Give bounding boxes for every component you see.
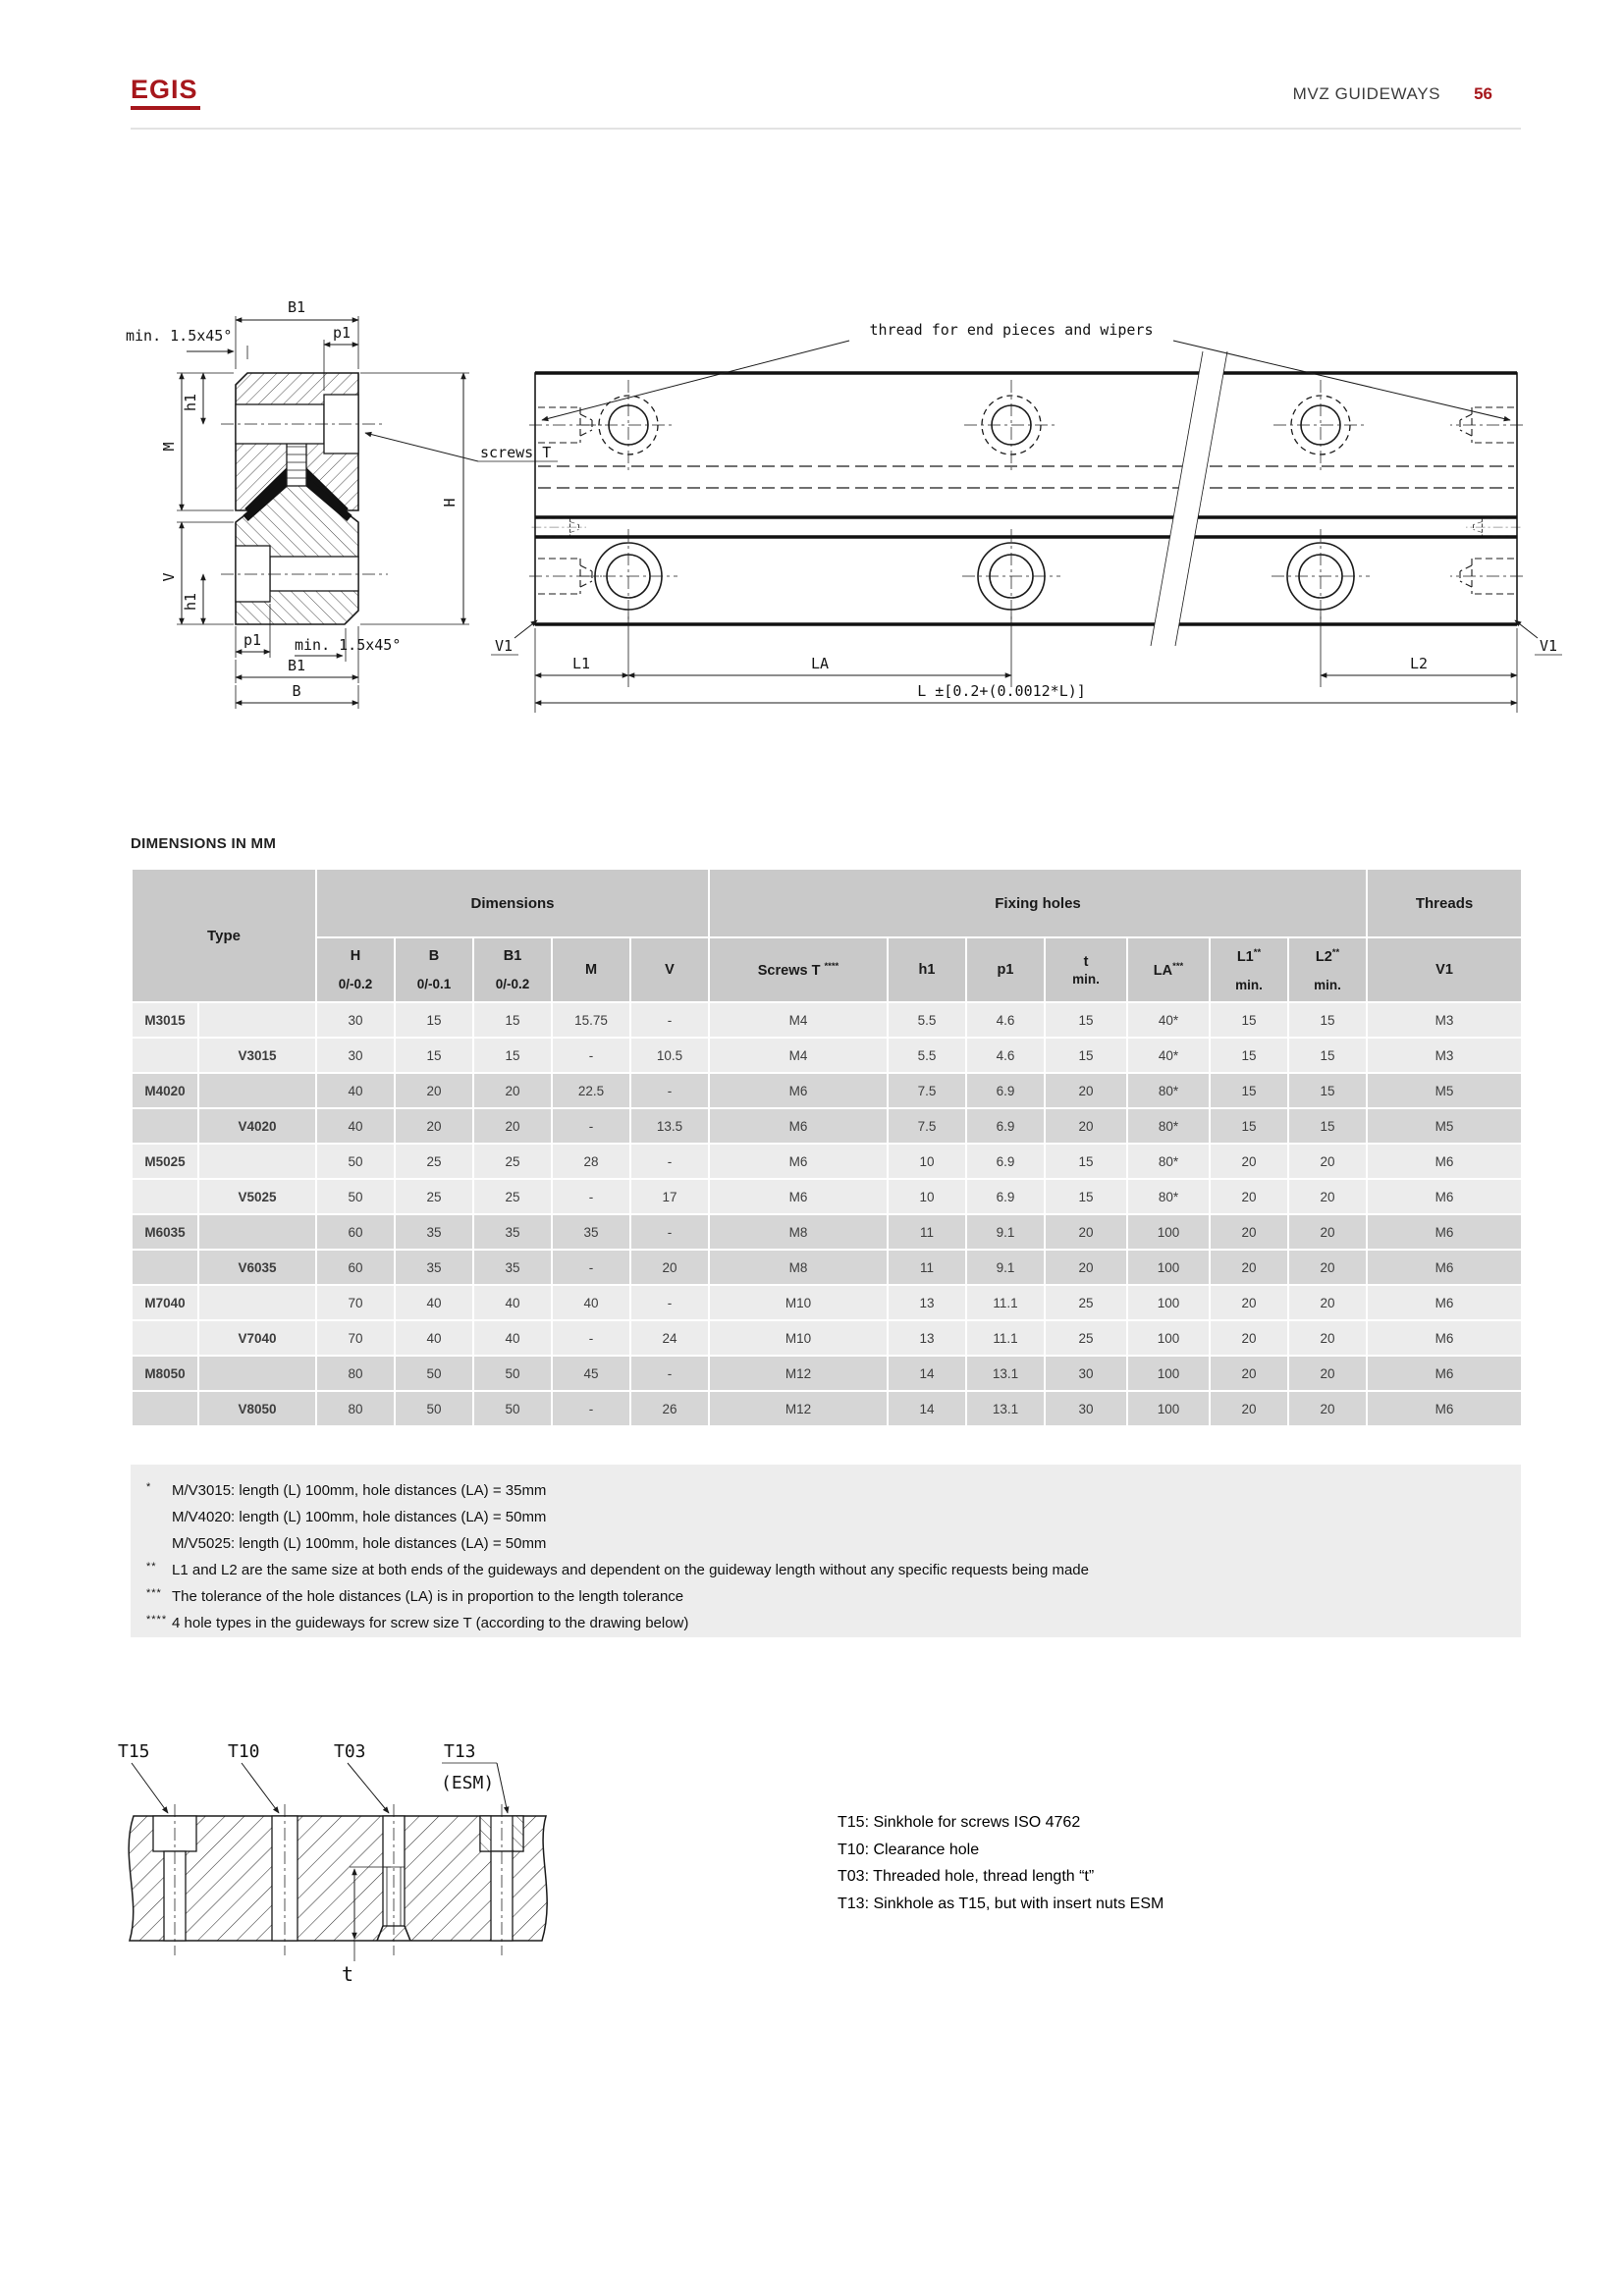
footnote-line xyxy=(146,1583,1511,1610)
cell-la: 100 xyxy=(1128,1251,1209,1284)
cell-m: - xyxy=(553,1039,629,1072)
cell-la: 80* xyxy=(1128,1145,1209,1178)
footnote-marker xyxy=(146,1527,172,1554)
cell-h1: 5.5 xyxy=(889,1003,965,1037)
cell-m: 45 xyxy=(553,1357,629,1390)
footnote-text: M/V4020: length (L) 100mm, hole distances (LA) = 50mm xyxy=(172,1509,547,1525)
cell-h1: 11 xyxy=(889,1251,965,1284)
cell-la: 80* xyxy=(1128,1180,1209,1213)
cell-la: 40* xyxy=(1128,1039,1209,1072)
cell-v1: M3 xyxy=(1368,1039,1521,1072)
cell-p1: 6.9 xyxy=(967,1180,1044,1213)
table-row xyxy=(133,1321,1521,1355)
dim-label-p1-bottom: p1 xyxy=(243,631,262,649)
type-v-cell: V5025 xyxy=(199,1180,315,1213)
cell-h1: 10 xyxy=(889,1180,965,1213)
type-m-cell xyxy=(133,1392,197,1425)
hole-t10 xyxy=(272,1804,298,1955)
recess-lower xyxy=(236,546,270,602)
cell-b1: 40 xyxy=(474,1321,551,1355)
cell-la: 100 xyxy=(1128,1286,1209,1319)
dim-label-b: B xyxy=(292,682,301,700)
cell-t: 30 xyxy=(1046,1357,1126,1390)
col-v1: V1 xyxy=(1368,938,1521,1001)
cell-la: 100 xyxy=(1128,1215,1209,1249)
label-t03: T03 xyxy=(334,1741,366,1762)
cell-screws-t: M6 xyxy=(710,1145,887,1178)
type-v-cell xyxy=(199,1003,315,1037)
table-row xyxy=(133,1286,1521,1319)
cell-v1: M6 xyxy=(1368,1321,1521,1355)
cell-h1: 13 xyxy=(889,1321,965,1355)
cell-p1: 11.1 xyxy=(967,1286,1044,1319)
cell-t: 15 xyxy=(1046,1039,1126,1072)
cell-b: 20 xyxy=(396,1074,472,1107)
cell-h: 60 xyxy=(317,1215,394,1249)
type-m-cell xyxy=(133,1039,197,1072)
cell-v1: M6 xyxy=(1368,1145,1521,1178)
cell-h1: 14 xyxy=(889,1357,965,1390)
cell-v: 10.5 xyxy=(631,1039,708,1072)
cell-v1: M6 xyxy=(1368,1286,1521,1319)
cell-l2: 20 xyxy=(1289,1321,1366,1355)
cell-screws-t: M8 xyxy=(710,1215,887,1249)
cell-m: - xyxy=(553,1109,629,1143)
cell-b1: 15 xyxy=(474,1003,551,1037)
col-b: B 0/-0.1 xyxy=(396,938,472,1001)
cell-h1: 13 xyxy=(889,1286,965,1319)
type-m-cell: M4020 xyxy=(133,1074,197,1107)
legend-line: T03: Threaded hole, thread length “t” xyxy=(838,1868,1095,1885)
cell-l1: 15 xyxy=(1211,1074,1287,1107)
cell-t: 25 xyxy=(1046,1321,1126,1355)
table-row xyxy=(133,1357,1521,1390)
footnote-marker: **** xyxy=(146,1614,168,1626)
header-divider xyxy=(131,128,1521,130)
cell-screws-t: M6 xyxy=(710,1180,887,1213)
label-t15: T15 xyxy=(118,1741,150,1762)
cell-p1: 6.9 xyxy=(967,1109,1044,1143)
cell-screws-t: M8 xyxy=(710,1251,887,1284)
cell-l1: 15 xyxy=(1211,1039,1287,1072)
chamfer-note-top: min. 1.5x45° xyxy=(126,327,233,345)
cell-t: 20 xyxy=(1046,1215,1126,1249)
cell-b: 15 xyxy=(396,1039,472,1072)
cell-l2: 20 xyxy=(1289,1251,1366,1284)
col-p1: p1 xyxy=(967,938,1044,1001)
cell-v: 26 xyxy=(631,1392,708,1425)
group-dimensions: Dimensions xyxy=(317,870,708,936)
cell-b: 50 xyxy=(396,1392,472,1425)
cross-section-drawing xyxy=(126,298,558,709)
cell-v: 17 xyxy=(631,1180,708,1213)
cell-v: - xyxy=(631,1145,708,1178)
cell-l1: 20 xyxy=(1211,1286,1287,1319)
col-l2: L2** min. xyxy=(1289,938,1366,1001)
cell-l1: 20 xyxy=(1211,1357,1287,1390)
cell-h: 50 xyxy=(317,1180,394,1213)
type-m-cell xyxy=(133,1251,197,1284)
cell-v1: M6 xyxy=(1368,1180,1521,1213)
table-row xyxy=(133,1180,1521,1213)
cell-v: - xyxy=(631,1286,708,1319)
cell-h1: 11 xyxy=(889,1215,965,1249)
page-title: MVZ GUIDEWAYS xyxy=(1292,84,1441,103)
footnote-marker: * xyxy=(146,1481,152,1493)
footnote-text: M/V3015: length (L) 100mm, hole distances (LA) = 35mm xyxy=(172,1482,547,1499)
table-row xyxy=(133,1074,1521,1107)
cell-m: 35 xyxy=(553,1215,629,1249)
footnote-text: L1 and L2 are the same size at both ends of the guideways and dependent on the guideway length without any specific requests being made xyxy=(172,1562,1089,1578)
cell-v1: M6 xyxy=(1368,1392,1521,1425)
cell-h1: 7.5 xyxy=(889,1074,965,1107)
cell-m: - xyxy=(553,1321,629,1355)
dim-label-v: V xyxy=(160,572,178,582)
cell-l2: 15 xyxy=(1289,1003,1366,1037)
table-row xyxy=(133,1145,1521,1178)
cell-t: 15 xyxy=(1046,1180,1126,1213)
table-row xyxy=(133,1039,1521,1072)
cell-m: - xyxy=(553,1180,629,1213)
cell-l1: 20 xyxy=(1211,1180,1287,1213)
cell-v1: M6 xyxy=(1368,1215,1521,1249)
dim-label-h1-upper: h1 xyxy=(182,393,199,412)
cell-l2: 20 xyxy=(1289,1286,1366,1319)
type-v-cell: V4020 xyxy=(199,1109,315,1143)
dim-label-h1-lower: h1 xyxy=(182,592,199,612)
cell-screws-t: M10 xyxy=(710,1321,887,1355)
cell-b: 40 xyxy=(396,1321,472,1355)
type-m-cell: M3015 xyxy=(133,1003,197,1037)
cell-l2: 15 xyxy=(1289,1039,1366,1072)
cell-t: 15 xyxy=(1046,1145,1126,1178)
cell-b1: 40 xyxy=(474,1286,551,1319)
group-fixing-holes: Fixing holes xyxy=(710,870,1366,936)
cell-v: 24 xyxy=(631,1321,708,1355)
cell-h1: 10 xyxy=(889,1145,965,1178)
type-m-cell: M8050 xyxy=(133,1357,197,1390)
type-v-cell: V3015 xyxy=(199,1039,315,1072)
cell-v1: M5 xyxy=(1368,1109,1521,1143)
table-row xyxy=(133,1109,1521,1143)
cell-t: 25 xyxy=(1046,1286,1126,1319)
cell-b: 25 xyxy=(396,1145,472,1178)
cell-screws-t: M12 xyxy=(710,1392,887,1425)
cell-l2: 15 xyxy=(1289,1074,1366,1107)
cell-v1: M5 xyxy=(1368,1074,1521,1107)
cell-l2: 20 xyxy=(1289,1357,1366,1390)
type-m-cell: M5025 xyxy=(133,1145,197,1178)
v1-label-right: V1 xyxy=(1539,637,1558,655)
footnote-text: M/V5025: length (L) 100mm, hole distances (LA) = 50mm xyxy=(172,1535,547,1552)
cell-la: 80* xyxy=(1128,1074,1209,1107)
v1-label-left: V1 xyxy=(494,637,514,655)
legend-line: T13: Sinkhole as T15, but with insert nuts ESM xyxy=(838,1895,1164,1912)
col-la: LA*** xyxy=(1128,938,1209,1001)
col-m: M xyxy=(553,938,629,1001)
cell-v: - xyxy=(631,1357,708,1390)
footnote-line xyxy=(146,1477,1511,1504)
bottom-hole-row xyxy=(579,529,1370,623)
screws-t-note: screws T xyxy=(480,444,552,461)
cell-screws-t: M4 xyxy=(710,1003,887,1037)
col-b1: B1 0/-0.2 xyxy=(474,938,551,1001)
page-header xyxy=(1293,84,1492,104)
cell-p1: 11.1 xyxy=(967,1321,1044,1355)
table-row xyxy=(133,1251,1521,1284)
type-v-cell xyxy=(199,1145,315,1178)
type-v-cell xyxy=(199,1215,315,1249)
cell-b1: 20 xyxy=(474,1109,551,1143)
dim-label-t: t xyxy=(341,1962,354,1986)
cell-screws-t: M12 xyxy=(710,1357,887,1390)
footnote-marker: *** xyxy=(146,1587,162,1599)
cell-b1: 35 xyxy=(474,1251,551,1284)
cell-l2: 20 xyxy=(1289,1392,1366,1425)
label-t10: T10 xyxy=(228,1741,260,1762)
col-h: H 0/-0.2 xyxy=(317,938,394,1001)
table-row xyxy=(133,1392,1521,1425)
thread-note: thread for end pieces and wipers xyxy=(869,321,1154,339)
footnote-line xyxy=(146,1557,1511,1583)
col-l1: L1** min. xyxy=(1211,938,1287,1001)
cell-l2: 15 xyxy=(1289,1109,1366,1143)
cell-p1: 9.1 xyxy=(967,1215,1044,1249)
cell-v: 20 xyxy=(631,1251,708,1284)
cell-h: 50 xyxy=(317,1145,394,1178)
cell-b1: 15 xyxy=(474,1039,551,1072)
col-v: V xyxy=(631,938,708,1001)
footnote-marker: ** xyxy=(146,1561,157,1573)
footnote-line xyxy=(146,1504,1511,1530)
dim-label-b1-bottom: B1 xyxy=(287,657,306,674)
cell-v: - xyxy=(631,1215,708,1249)
dimensions-table-body xyxy=(133,1003,1521,1425)
dim-label-b1-top: B1 xyxy=(287,298,306,316)
cell-m: 15.75 xyxy=(553,1003,629,1037)
table-caption: DIMENSIONS IN MM xyxy=(131,835,277,852)
cell-la: 100 xyxy=(1128,1321,1209,1355)
cell-p1: 6.9 xyxy=(967,1074,1044,1107)
dim-label-h: H xyxy=(441,498,459,507)
cell-m: 40 xyxy=(553,1286,629,1319)
table-row xyxy=(133,1215,1521,1249)
cell-m: - xyxy=(553,1251,629,1284)
type-m-cell: M7040 xyxy=(133,1286,197,1319)
type-m-cell xyxy=(133,1109,197,1143)
cell-v1: M6 xyxy=(1368,1357,1521,1390)
chamfer-note-bottom: min. 1.5x45° xyxy=(295,636,402,654)
dim-label-l: L ±[0.2+(0.0012*L)] xyxy=(917,682,1086,700)
cell-p1: 13.1 xyxy=(967,1392,1044,1425)
cell-h1: 7.5 xyxy=(889,1109,965,1143)
cell-l1: 20 xyxy=(1211,1145,1287,1178)
cell-l1: 20 xyxy=(1211,1321,1287,1355)
cell-h: 70 xyxy=(317,1286,394,1319)
group-type: Type xyxy=(133,870,315,1001)
hole-types-legend xyxy=(838,1809,1164,1917)
type-m-cell xyxy=(133,1180,197,1213)
cell-l1: 20 xyxy=(1211,1392,1287,1425)
cell-b: 20 xyxy=(396,1109,472,1143)
dimensions-table xyxy=(131,868,1523,1427)
footnote-text: 4 hole types in the guideways for screw size T (according to the drawing below) xyxy=(172,1615,689,1631)
cell-v1: M3 xyxy=(1368,1003,1521,1037)
cell-b1: 25 xyxy=(474,1180,551,1213)
side-view-drawing xyxy=(491,321,1562,713)
cell-m: 22.5 xyxy=(553,1074,629,1107)
legend-line: T15: Sinkhole for screws ISO 4762 xyxy=(838,1814,1081,1831)
cell-b: 35 xyxy=(396,1251,472,1284)
cell-t: 30 xyxy=(1046,1392,1126,1425)
break-gap xyxy=(1151,351,1227,646)
dim-label-p1-top: p1 xyxy=(332,324,352,342)
cell-v: 13.5 xyxy=(631,1109,708,1143)
cell-b1: 20 xyxy=(474,1074,551,1107)
guideway-drawing xyxy=(128,294,1581,712)
cell-h: 40 xyxy=(317,1074,394,1107)
label-esm: (ESM) xyxy=(441,1773,495,1793)
cell-v: - xyxy=(631,1003,708,1037)
cell-p1: 4.6 xyxy=(967,1003,1044,1037)
cell-screws-t: M6 xyxy=(710,1109,887,1143)
cell-l1: 20 xyxy=(1211,1251,1287,1284)
type-v-cell: V8050 xyxy=(199,1392,315,1425)
cell-t: 20 xyxy=(1046,1109,1126,1143)
section-screw-icon xyxy=(287,439,306,486)
dim-label-m: M xyxy=(160,442,178,452)
footnotes-box xyxy=(131,1465,1521,1637)
cell-l2: 20 xyxy=(1289,1180,1366,1213)
cell-m: - xyxy=(553,1392,629,1425)
cell-la: 100 xyxy=(1128,1357,1209,1390)
cell-b: 35 xyxy=(396,1215,472,1249)
egis-logo: EGIS xyxy=(131,77,200,110)
cell-la: 100 xyxy=(1128,1392,1209,1425)
cell-l2: 20 xyxy=(1289,1145,1366,1178)
group-threads: Threads xyxy=(1368,870,1521,936)
dim-label-l1: L1 xyxy=(571,655,591,672)
cell-b1: 25 xyxy=(474,1145,551,1178)
label-t13: T13 xyxy=(444,1741,476,1762)
cell-l2: 20 xyxy=(1289,1215,1366,1249)
cell-m: 28 xyxy=(553,1145,629,1178)
col-screws-t: Screws T **** xyxy=(710,938,887,1001)
cell-b1: 35 xyxy=(474,1215,551,1249)
type-v-cell xyxy=(199,1286,315,1319)
cell-la: 80* xyxy=(1128,1109,1209,1143)
cell-h: 30 xyxy=(317,1003,394,1037)
dim-label-la: LA xyxy=(810,655,830,672)
cell-l1: 15 xyxy=(1211,1003,1287,1037)
type-m-cell: M6035 xyxy=(133,1215,197,1249)
footnote-line xyxy=(146,1610,1511,1636)
footnote-marker xyxy=(146,1501,172,1527)
legend-line: T10: Clearance hole xyxy=(838,1841,980,1858)
type-v-cell: V6035 xyxy=(199,1251,315,1284)
cell-screws-t: M4 xyxy=(710,1039,887,1072)
cell-t: 15 xyxy=(1046,1003,1126,1037)
cell-l1: 20 xyxy=(1211,1215,1287,1249)
cell-b: 40 xyxy=(396,1286,472,1319)
hole-types-drawing xyxy=(93,1698,643,1993)
cell-h1: 14 xyxy=(889,1392,965,1425)
cell-b: 15 xyxy=(396,1003,472,1037)
type-m-cell xyxy=(133,1321,197,1355)
cell-t: 20 xyxy=(1046,1251,1126,1284)
cell-h: 80 xyxy=(317,1392,394,1425)
cell-h1: 5.5 xyxy=(889,1039,965,1072)
cell-p1: 6.9 xyxy=(967,1145,1044,1178)
cell-b1: 50 xyxy=(474,1392,551,1425)
cell-h: 30 xyxy=(317,1039,394,1072)
cell-b: 50 xyxy=(396,1357,472,1390)
cell-h: 40 xyxy=(317,1109,394,1143)
cell-p1: 13.1 xyxy=(967,1357,1044,1390)
type-v-cell: V7040 xyxy=(199,1321,315,1355)
footnote-line xyxy=(146,1530,1511,1557)
cell-t: 20 xyxy=(1046,1074,1126,1107)
cell-screws-t: M10 xyxy=(710,1286,887,1319)
cell-b1: 50 xyxy=(474,1357,551,1390)
footnote-text: The tolerance of the hole distances (LA) is in proportion to the length tolerance xyxy=(172,1588,684,1605)
cell-p1: 9.1 xyxy=(967,1251,1044,1284)
cell-b: 25 xyxy=(396,1180,472,1213)
dim-label-l2: L2 xyxy=(1409,655,1429,672)
cell-v: - xyxy=(631,1074,708,1107)
cell-la: 40* xyxy=(1128,1003,1209,1037)
top-hole-row xyxy=(581,380,1368,470)
col-t: t min. xyxy=(1046,938,1126,1001)
table-row xyxy=(133,1003,1521,1037)
cell-l1: 15 xyxy=(1211,1109,1287,1143)
page-number: 56 xyxy=(1474,84,1492,103)
cell-screws-t: M6 xyxy=(710,1074,887,1107)
bore-lower xyxy=(270,557,358,591)
cell-h: 60 xyxy=(317,1251,394,1284)
type-v-cell xyxy=(199,1074,315,1107)
type-v-cell xyxy=(199,1357,315,1390)
cell-v1: M6 xyxy=(1368,1251,1521,1284)
col-h1: h1 xyxy=(889,938,965,1001)
cell-p1: 4.6 xyxy=(967,1039,1044,1072)
cell-h: 80 xyxy=(317,1357,394,1390)
cell-h: 70 xyxy=(317,1321,394,1355)
